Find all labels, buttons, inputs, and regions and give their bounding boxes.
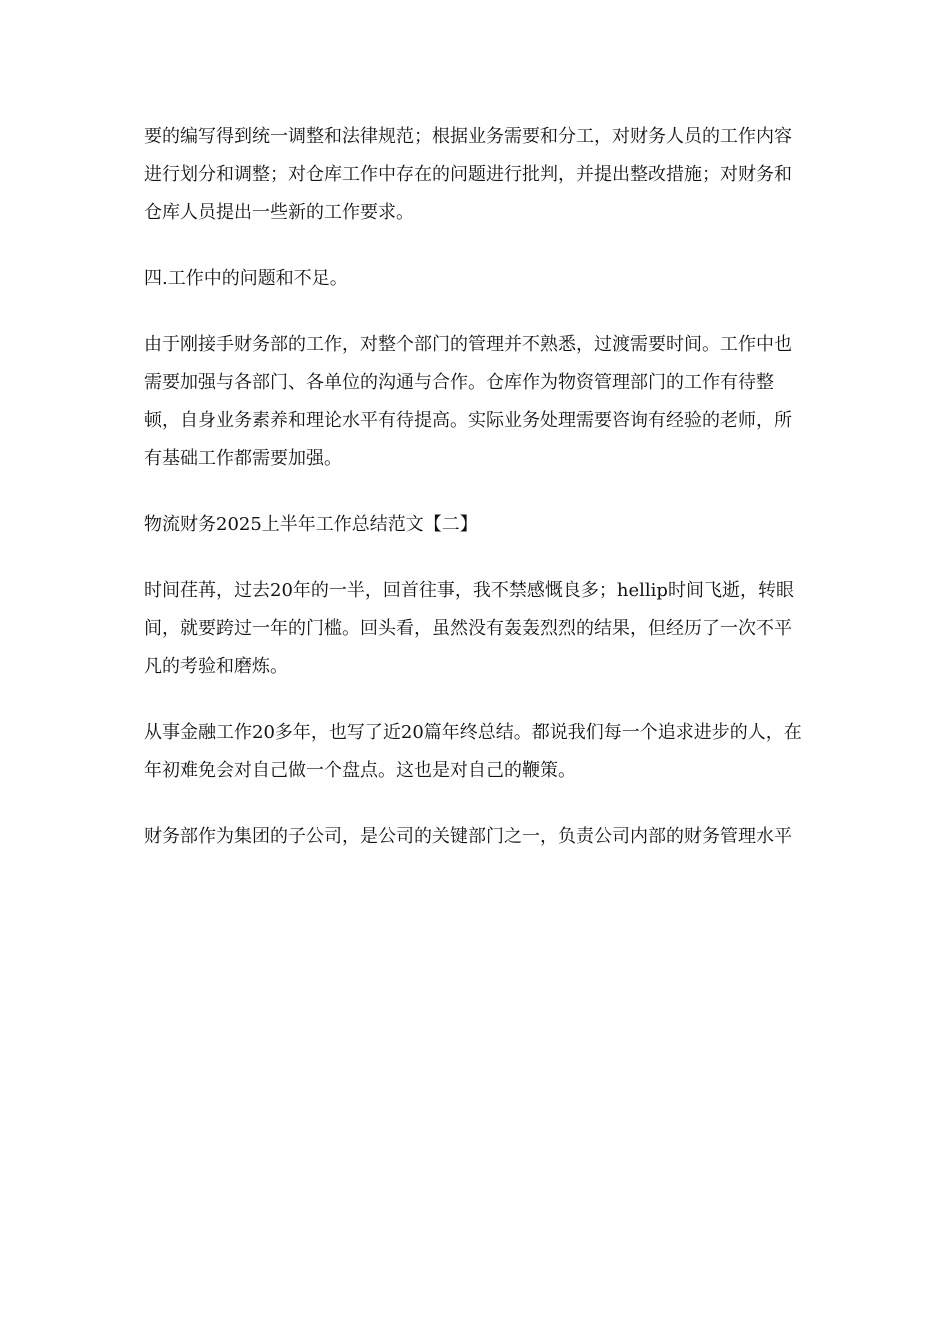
paragraph-continued-requirements: 要的编写得到统一调整和法律规范；根据业务需要和分工，对财务人员的工作内容进行划分和调整；对仓库工作中存在的问题进行批判，并提出整改措施；对财务和仓库人员提出一些新的工作要求。 (144, 126, 792, 223)
paragraph-finance-department: 财务部作为集团的子公司，是公司的关键部门之一，负责公司内部的财务管理水平 (144, 826, 792, 847)
paragraph-time-flies: 时间荏苒，过去20年的一半，回首往事，我不禁感慨良多；hellip时间飞逝，转眼间，就要跨过一年的门槛。回头看，虽然没有轰轰烈烈的结果，但经历了一次不平凡的考验和磨炼。 (144, 580, 794, 677)
document-body (144, 118, 806, 884)
section-heading-problems: 四.工作中的问题和不足。 (144, 268, 348, 289)
article-title-two: 物流财务2025上半年工作总结范文【二】 (144, 514, 478, 535)
paragraph-problems-description: 由于刚接手财务部的工作，对整个部门的管理并不熟悉，过渡需要时间。工作中也需要加强与各部门、各单位的沟通与合作。仓库作为物资管理部门的工作有待整顿，自身业务素养和理论水平有待提高。实际业务处理需要咨询有经验的老师，所有基础工作都需要加强。 (144, 334, 792, 469)
paragraph-finance-career: 从事金融工作20多年，也写了近20篇年终总结。都说我们每一个追求进步的人，在年初难免会对自己做一个盘点。这也是对自己的鞭策。 (144, 722, 802, 781)
